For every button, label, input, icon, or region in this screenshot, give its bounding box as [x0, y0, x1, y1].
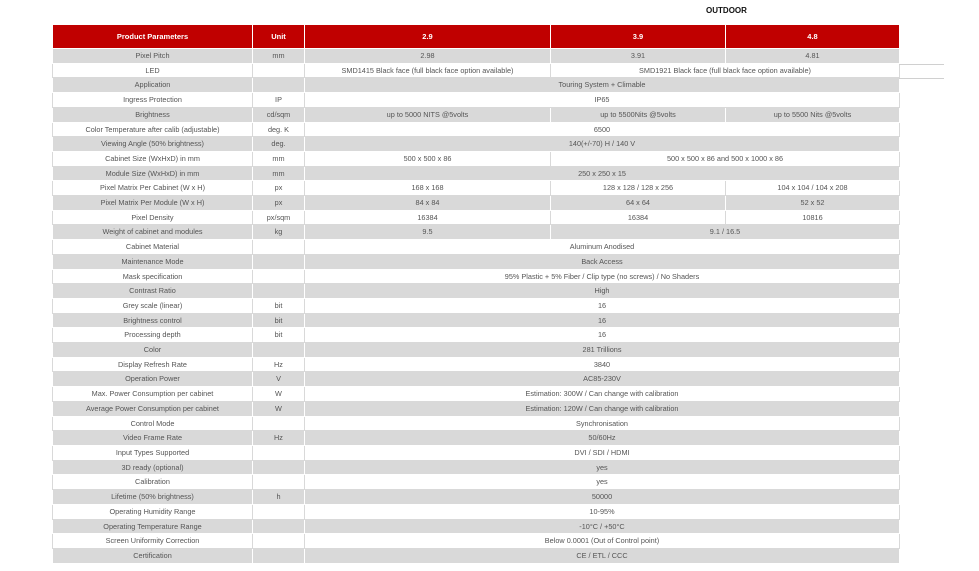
- unit-cell: [253, 445, 305, 460]
- value-cell: 500 x 500 x 86: [305, 151, 551, 166]
- table-row: [53, 490, 900, 505]
- value-cell: 84 x 84: [305, 196, 551, 211]
- param-cell: Grey scale (linear): [53, 298, 253, 313]
- table-row: [53, 416, 900, 431]
- unit-cell: W: [253, 401, 305, 416]
- unit-cell: [253, 284, 305, 299]
- table-row: [53, 328, 900, 343]
- param-cell: Mask specification: [53, 269, 253, 284]
- value-cell: 10-95%: [305, 504, 900, 519]
- unit-cell: deg.: [253, 137, 305, 152]
- value-cell: 16: [305, 328, 900, 343]
- param-cell: Pixel Matrix Per Cabinet (W x H): [53, 181, 253, 196]
- header-param: Product Parameters: [53, 25, 253, 49]
- param-cell: Control Mode: [53, 416, 253, 431]
- unit-cell: V: [253, 372, 305, 387]
- value-cell: 128 x 128 / 128 x 256: [551, 181, 726, 196]
- table-row: [53, 298, 900, 313]
- unit-cell: bit: [253, 298, 305, 313]
- param-cell: Lifetime (50% brightness): [53, 490, 253, 505]
- table-row: [53, 401, 900, 416]
- value-cell: Below 0.0001 (Out of Control point): [305, 534, 900, 549]
- value-cell: 52 x 52: [726, 196, 900, 211]
- param-cell: Operation Power: [53, 372, 253, 387]
- table-row: [53, 107, 900, 122]
- unit-cell: [253, 78, 305, 93]
- value-cell: 281 Trillions: [305, 343, 900, 358]
- table-row: [53, 343, 900, 358]
- header-model-2-9: 2.9: [305, 25, 551, 49]
- unit-cell: [253, 63, 305, 78]
- param-cell: 3D ready (optional): [53, 460, 253, 475]
- param-cell: Screen Uniformity Correction: [53, 534, 253, 549]
- value-cell: yes: [305, 475, 900, 490]
- table-row: [53, 445, 900, 460]
- value-cell: 3.91: [551, 49, 726, 64]
- extension-line: [899, 78, 944, 79]
- table-header-row: [53, 25, 900, 49]
- value-cell: Aluminum Anodised: [305, 240, 900, 255]
- value-cell: 168 x 168: [305, 181, 551, 196]
- value-cell: IP65: [305, 93, 900, 108]
- param-cell: LED: [53, 63, 253, 78]
- table-body: [53, 49, 900, 564]
- unit-cell: mm: [253, 151, 305, 166]
- param-cell: Video Frame Rate: [53, 431, 253, 446]
- param-cell: Application: [53, 78, 253, 93]
- value-cell: 9.1 / 16.5: [551, 225, 900, 240]
- param-cell: Average Power Consumption per cabinet: [53, 401, 253, 416]
- param-cell: Contrast Ratio: [53, 284, 253, 299]
- param-cell: Module Size (WxHxD) in mm: [53, 166, 253, 181]
- table-row: [53, 460, 900, 475]
- table-row: [53, 519, 900, 534]
- param-cell: Max. Power Consumption per cabinet: [53, 387, 253, 402]
- value-cell: -10°C / +50°C: [305, 519, 900, 534]
- spec-table: [52, 24, 900, 564]
- value-cell: SMD1921 Black face (full black face option available): [551, 63, 900, 78]
- value-cell: CE / ETL / CCC: [305, 548, 900, 563]
- table-row: [53, 372, 900, 387]
- param-cell: Certification: [53, 548, 253, 563]
- param-cell: Color Temperature after calib (adjustable): [53, 122, 253, 137]
- extension-line: [899, 64, 944, 65]
- value-cell: 9.5: [305, 225, 551, 240]
- value-cell: SMD1415 Black face (full black face option available): [305, 63, 551, 78]
- value-cell: 50000: [305, 490, 900, 505]
- header-unit: Unit: [253, 25, 305, 49]
- table-row: [53, 313, 900, 328]
- table-row: [53, 240, 900, 255]
- table-row: [53, 284, 900, 299]
- value-cell: DVI / SDI / HDMI: [305, 445, 900, 460]
- header-model-3-9: 3.9: [551, 25, 726, 49]
- param-cell: Processing depth: [53, 328, 253, 343]
- unit-cell: [253, 548, 305, 563]
- param-cell: Operating Humidity Range: [53, 504, 253, 519]
- param-cell: Display Refresh Rate: [53, 357, 253, 372]
- unit-cell: mm: [253, 166, 305, 181]
- value-cell: 10816: [726, 210, 900, 225]
- value-cell: Estimation: 120W / Can change with calibration: [305, 401, 900, 416]
- table-row: [53, 387, 900, 402]
- table-row: [53, 181, 900, 196]
- unit-cell: [253, 254, 305, 269]
- param-cell: Pixel Pitch: [53, 49, 253, 64]
- param-cell: Calibration: [53, 475, 253, 490]
- value-cell: 95% Plastic + 5% Fiber / Clip type (no screws) / No Shaders: [305, 269, 900, 284]
- value-cell: Estimation: 300W / Can change with calibration: [305, 387, 900, 402]
- unit-cell: bit: [253, 313, 305, 328]
- unit-cell: [253, 343, 305, 358]
- param-cell: Pixel Density: [53, 210, 253, 225]
- table-row: [53, 254, 900, 269]
- unit-cell: h: [253, 490, 305, 505]
- param-cell: Input Types Supported: [53, 445, 253, 460]
- table-row: [53, 93, 900, 108]
- unit-cell: [253, 269, 305, 284]
- table-row: [53, 49, 900, 64]
- unit-cell: [253, 519, 305, 534]
- unit-cell: deg. K: [253, 122, 305, 137]
- unit-cell: W: [253, 387, 305, 402]
- unit-cell: [253, 534, 305, 549]
- table-row: [53, 504, 900, 519]
- unit-cell: [253, 475, 305, 490]
- value-cell: AC85-230V: [305, 372, 900, 387]
- unit-cell: bit: [253, 328, 305, 343]
- value-cell: 104 x 104 / 104 x 208: [726, 181, 900, 196]
- unit-cell: px: [253, 181, 305, 196]
- param-cell: Cabinet Material: [53, 240, 253, 255]
- table-row: [53, 548, 900, 563]
- unit-cell: IP: [253, 93, 305, 108]
- param-cell: Operating Temperature Range: [53, 519, 253, 534]
- param-cell: Brightness control: [53, 313, 253, 328]
- value-cell: 16384: [305, 210, 551, 225]
- value-cell: 16: [305, 298, 900, 313]
- value-cell: up to 5500 Nits @5volts: [726, 107, 900, 122]
- value-cell: 2.98: [305, 49, 551, 64]
- table-row: [53, 269, 900, 284]
- table-row: [53, 122, 900, 137]
- unit-cell: [253, 240, 305, 255]
- param-cell: Cabinet Size (WxHxD) in mm: [53, 151, 253, 166]
- param-cell: Color: [53, 343, 253, 358]
- table-row: [53, 166, 900, 181]
- param-cell: Pixel Matrix Per Module (W x H): [53, 196, 253, 211]
- unit-cell: Hz: [253, 431, 305, 446]
- value-cell: Back Access: [305, 254, 900, 269]
- unit-cell: cd/sqm: [253, 107, 305, 122]
- value-cell: 16: [305, 313, 900, 328]
- value-cell: 500 x 500 x 86 and 500 x 1000 x 86: [551, 151, 900, 166]
- table-row: [53, 357, 900, 372]
- unit-cell: kg: [253, 225, 305, 240]
- param-cell: Brightness: [53, 107, 253, 122]
- param-cell: Maintenance Mode: [53, 254, 253, 269]
- unit-cell: mm: [253, 49, 305, 64]
- value-cell: 64 x 64: [551, 196, 726, 211]
- table-row: [53, 225, 900, 240]
- value-cell: yes: [305, 460, 900, 475]
- value-cell: 3840: [305, 357, 900, 372]
- table-row: [53, 63, 900, 78]
- unit-cell: [253, 460, 305, 475]
- header-model-4-8: 4.8: [726, 25, 900, 49]
- unit-cell: [253, 416, 305, 431]
- value-cell: up to 5000 NITS @5volts: [305, 107, 551, 122]
- table-row: [53, 534, 900, 549]
- value-cell: 16384: [551, 210, 726, 225]
- unit-cell: px: [253, 196, 305, 211]
- value-cell: Synchronisation: [305, 416, 900, 431]
- unit-cell: [253, 504, 305, 519]
- unit-cell: Hz: [253, 357, 305, 372]
- param-cell: Weight of cabinet and modules: [53, 225, 253, 240]
- table-row: [53, 431, 900, 446]
- table-row: [53, 78, 900, 93]
- value-cell: up to 5500Nits @5volts: [551, 107, 726, 122]
- table-row: [53, 137, 900, 152]
- value-cell: 140(+/-70) H / 140 V: [305, 137, 900, 152]
- table-row: [53, 151, 900, 166]
- param-cell: Ingress Protection: [53, 93, 253, 108]
- value-cell: 4.81: [726, 49, 900, 64]
- value-cell: 50/60Hz: [305, 431, 900, 446]
- value-cell: 6500: [305, 122, 900, 137]
- unit-cell: px/sqm: [253, 210, 305, 225]
- section-title: OUTDOOR: [706, 6, 747, 15]
- table-row: [53, 196, 900, 211]
- table-row: [53, 210, 900, 225]
- param-cell: Viewing Angle (50% brightness): [53, 137, 253, 152]
- value-cell: Touring System + Climable: [305, 78, 900, 93]
- value-cell: High: [305, 284, 900, 299]
- value-cell: 250 x 250 x 15: [305, 166, 900, 181]
- table-row: [53, 475, 900, 490]
